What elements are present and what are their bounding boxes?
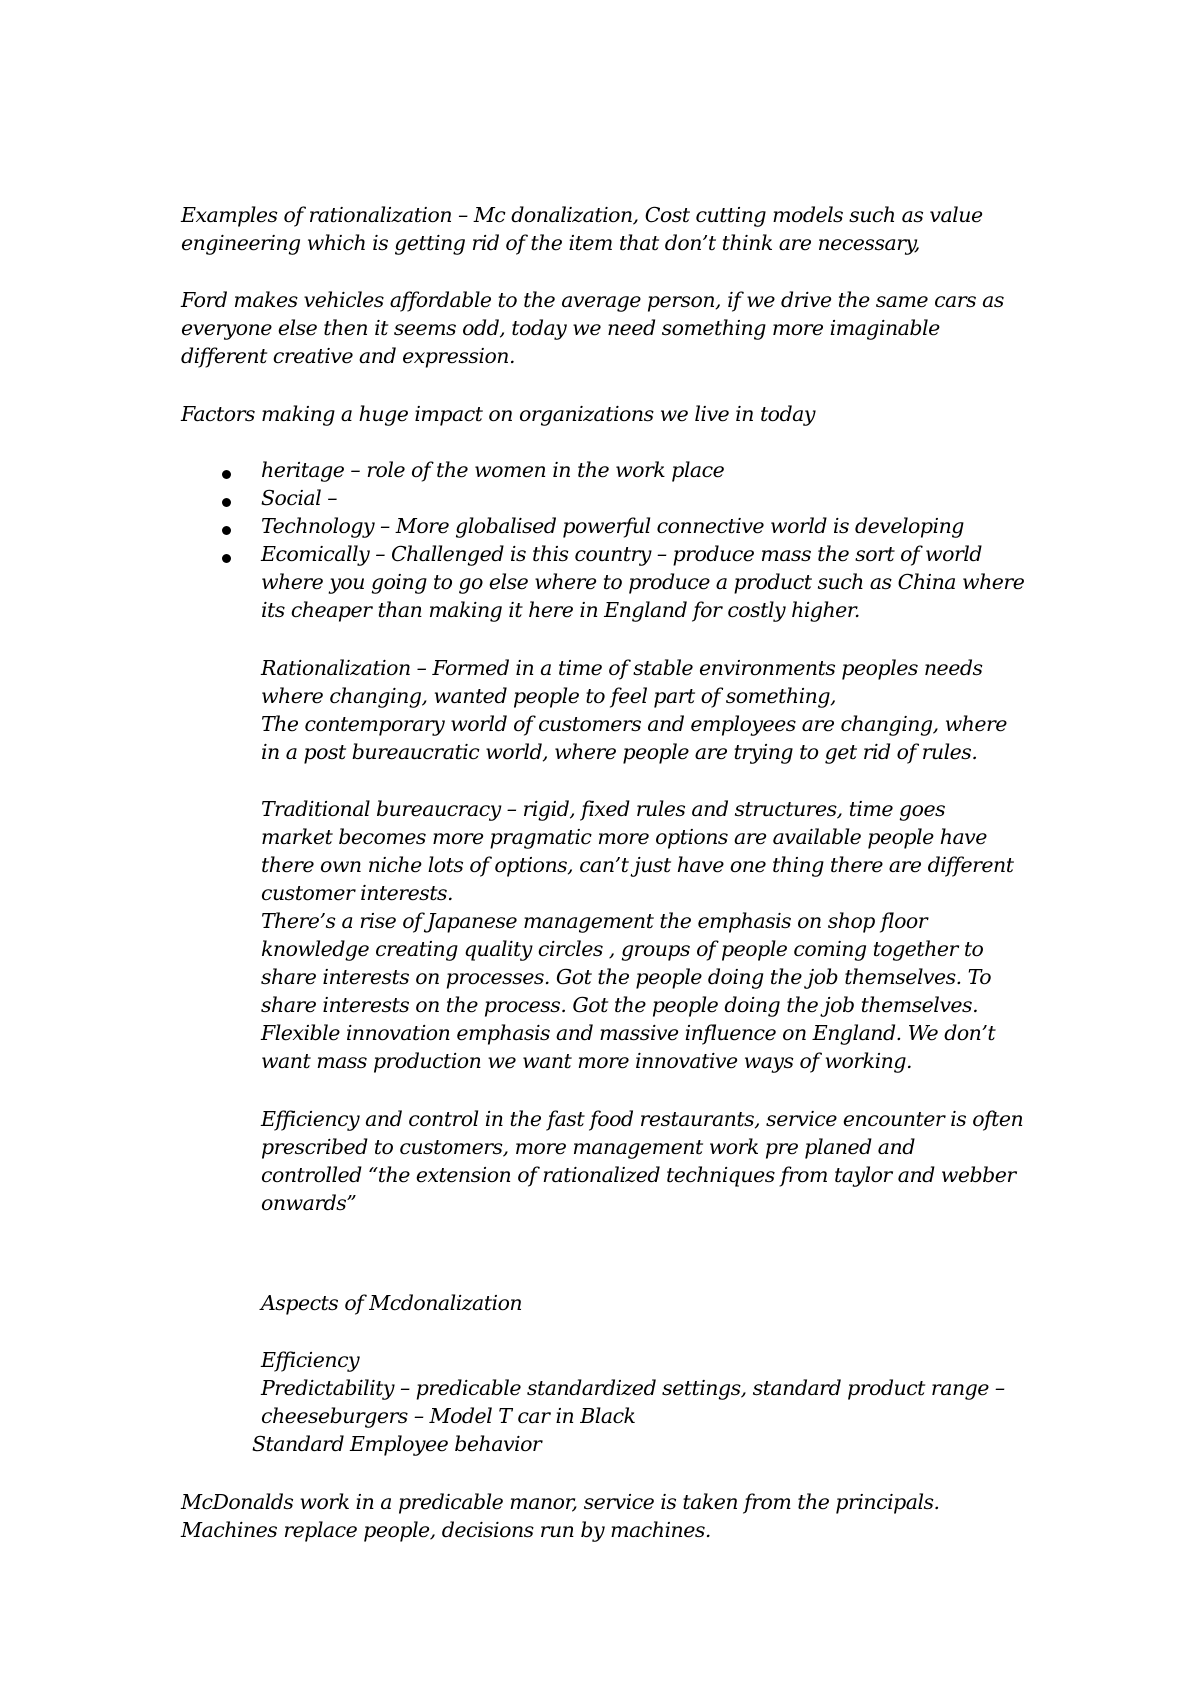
bureaucracy-line: share interests on processes. Got the people doing the job themselves. To: [261, 965, 992, 989]
bullet-item-line: where you going to go else where to produce a product such as China where: [261, 570, 1025, 594]
bullet-item-line: Ecomically – Challenged is this country – produce mass the sort of world: [261, 542, 982, 566]
bullet-icon: [222, 498, 231, 507]
paragraph-3-line: Factors making a huge impact on organizations we live in today: [181, 402, 815, 426]
standard-employee-line: Standard Employee behavior: [252, 1432, 542, 1456]
paragraph-1-line: Examples of rationalization – Mc donalization, Cost cutting models such as value: [181, 203, 983, 227]
efficiency-control-line: prescribed to customers, more management work pre planed and: [261, 1135, 915, 1159]
bureaucracy-line: Flexible innovation emphasis and massive influence on England. We don’t: [261, 1021, 996, 1045]
bureaucracy-line: customer interests.: [261, 881, 454, 905]
closing-line: McDonalds work in a predicable manor, service is taken from the principals.: [181, 1490, 940, 1514]
bureaucracy-line: Traditional bureaucracy – rigid, fixed rules and structures, time goes: [261, 797, 946, 821]
bureaucracy-line: want mass production we want more innovative ways of working.: [261, 1049, 912, 1073]
paragraph-1-line: engineering which is getting rid of the item that don’t think are necessary,: [181, 231, 920, 255]
closing-line: Machines replace people, decisions run by machines.: [181, 1518, 711, 1542]
bullet-item-line: Social –: [261, 486, 337, 510]
bullet-item-line: Technology – More globalised powerful connective world is developing: [261, 514, 964, 538]
bullet-icon: [222, 554, 231, 563]
paragraph-2-line: Ford makes vehicles affordable to the average person, if we drive the same cars as: [181, 288, 1004, 312]
bullet-icon: [222, 526, 231, 535]
efficiency-control-line: controlled “the extension of rationalized techniques from taylor and webber: [261, 1163, 1016, 1187]
bullet-item-line: its cheaper than making it here in England for costly higher.: [261, 598, 860, 622]
paragraph-2-line: everyone else then it seems odd, today we need something more imaginable: [181, 316, 940, 340]
rationalization-line: The contemporary world of customers and employees are changing, where: [261, 712, 1007, 736]
bullet-icon: [222, 470, 231, 479]
rationalization-line: where changing, wanted people to feel part of something,: [261, 684, 837, 708]
aspects-line: Predictability – predicable standardized settings, standard product range –: [261, 1376, 1005, 1400]
bureaucracy-line: knowledge creating quality circles , groups of people coming together to: [261, 937, 984, 961]
efficiency-control-line: Efficiency and control in the fast food restaurants, service encounter is often: [261, 1107, 1024, 1131]
aspects-heading: Aspects of Mcdonalization: [261, 1291, 523, 1315]
paragraph-2-line: different creative and expression.: [181, 344, 516, 368]
rationalization-line: Rationalization – Formed in a time of stable environments peoples needs: [261, 656, 983, 680]
bureaucracy-line: There’s a rise of Japanese management the emphasis on shop floor: [261, 909, 928, 933]
bullet-item-line: heritage – role of the women in the work place: [261, 458, 725, 482]
rationalization-line: in a post bureaucratic world, where people are trying to get rid of rules.: [261, 740, 978, 764]
bureaucracy-line: market becomes more pragmatic more options are available people have: [261, 825, 987, 849]
efficiency-control-line: onwards”: [261, 1191, 357, 1215]
aspects-line: cheeseburgers – Model T car in Black: [261, 1404, 636, 1428]
aspects-line: Efficiency: [261, 1348, 360, 1372]
bureaucracy-line: share interests on the process. Got the people doing the job themselves.: [261, 993, 979, 1017]
bureaucracy-line: there own niche lots of options, can’t just have one thing there are different: [261, 853, 1014, 877]
